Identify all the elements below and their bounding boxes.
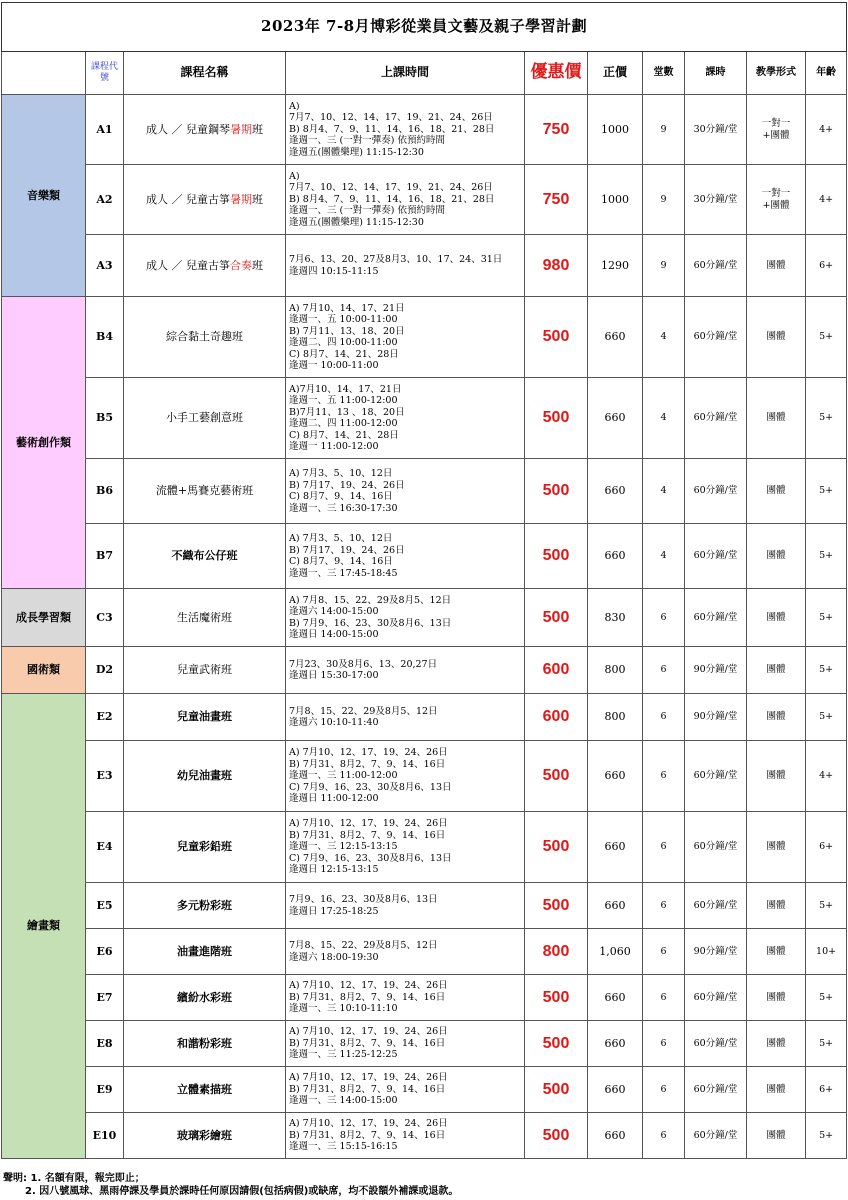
course-name — [124, 95, 286, 165]
course-code: E9 — [86, 1067, 124, 1113]
course-code: A3 — [86, 235, 124, 297]
age-requirement: 5+ — [806, 647, 847, 694]
regular-price: 1290 — [588, 235, 643, 297]
course-name-suffix: 班 — [252, 122, 263, 136]
discount-price: 500 — [525, 524, 588, 589]
session-count: 6 — [643, 647, 685, 694]
regular-price: 660 — [588, 1021, 643, 1067]
schedule-line: 逢週一 11:00-12:00 — [289, 441, 379, 452]
course-name: 立體素描班 — [124, 1067, 286, 1113]
discount-price: 750 — [525, 95, 588, 165]
age-requirement: 10+ — [806, 929, 847, 975]
regular-price: 1000 — [588, 95, 643, 165]
course-name: 玻璃彩繪班 — [124, 1113, 286, 1159]
course-name: 幼兒油畫班 — [124, 741, 286, 812]
session-duration: 60分鐘/堂 — [685, 741, 747, 812]
format-line: 團體 — [766, 550, 786, 562]
session-duration: 90分鐘/堂 — [685, 929, 747, 975]
age-requirement: 5+ — [806, 378, 847, 459]
teaching-format — [747, 1021, 806, 1067]
course-name: 綜合黏土奇趣班 — [124, 297, 286, 378]
schedule-cell — [286, 459, 525, 524]
session-duration: 90分鐘/堂 — [685, 647, 747, 694]
page-title: 2023年 7-8月博彩從業員文藝及親子學習計劃 — [2, 3, 847, 52]
schedule-line: 逢週日 14:00-15:00 — [289, 629, 379, 640]
schedule-line: 逢週一、五 10:00-11:00 — [289, 314, 398, 325]
age-requirement: 5+ — [806, 459, 847, 524]
schedule-line: 7月8、15、22、29及8月5、12日 — [289, 940, 438, 951]
course-name: 生活魔術班 — [124, 589, 286, 647]
format-line: +團體 — [762, 199, 790, 211]
session-duration: 60分鐘/堂 — [685, 297, 747, 378]
schedule-line: A) 7月10、12、17、19、24、26日 — [289, 980, 448, 992]
schedule-line: 逢週日 12:15-13:15 — [289, 864, 379, 876]
format-line: 團體 — [766, 1037, 786, 1049]
schedule-line: B) 7月17、19、24、26日 — [289, 544, 405, 556]
schedule-line: B) 7月17、19、24、26日 — [289, 479, 405, 491]
age-requirement: 5+ — [806, 975, 847, 1021]
regular-price: 660 — [588, 459, 643, 524]
format-line: 團體 — [766, 841, 786, 853]
schedule-line: 逢週一、三 11:00-12:00 — [289, 770, 398, 782]
course-name: 和諧粉彩班 — [124, 1021, 286, 1067]
course-name-highlight: 暑期 — [230, 192, 252, 206]
format-line: 團體 — [766, 664, 786, 676]
session-count: 6 — [643, 589, 685, 647]
schedule-line: 逢週五(團體樂理) 11:15-12:30 — [289, 216, 424, 228]
regular-price: 660 — [588, 297, 643, 378]
teaching-format — [747, 929, 806, 975]
session-count: 4 — [643, 378, 685, 459]
schedule-cell — [286, 812, 525, 883]
schedule-line: A) 7月3、5、10、12日 — [289, 533, 393, 544]
format-line: 團體 — [766, 899, 786, 911]
schedule-line: C) 7月9、16、23、30及8月6、13日 — [289, 852, 452, 864]
course-name-highlight: 合奏 — [230, 258, 252, 272]
session-duration: 90分鐘/堂 — [685, 694, 747, 741]
session-duration: 30分鐘/堂 — [685, 165, 747, 235]
discount-price: 600 — [525, 694, 588, 741]
discount-price: 500 — [525, 741, 588, 812]
schedule-line: 逢週一、三 12:15-13:15 — [289, 841, 398, 853]
course-code: B7 — [86, 524, 124, 589]
course-row — [2, 1113, 847, 1159]
schedule-line: 逢週一、三 16:30-17:30 — [289, 502, 398, 514]
category-cell-martial: 國術類 — [2, 647, 86, 694]
teaching-format — [747, 589, 806, 647]
schedule-cell — [286, 378, 525, 459]
session-count: 4 — [643, 297, 685, 378]
schedule-line: C) 8月7、9、14、16日 — [289, 556, 393, 567]
session-duration: 60分鐘/堂 — [685, 589, 747, 647]
schedule-line: 逢週一、三 17:45-18:45 — [289, 567, 398, 579]
schedule-line: B) 7月9、16、23、30及8月6、13日 — [289, 617, 452, 629]
session-duration: 60分鐘/堂 — [685, 378, 747, 459]
schedule-line: C) 8月7、9、14、16日 — [289, 491, 393, 502]
schedule-line: A) 7月10、12、17、19、24、26日 — [289, 818, 448, 830]
schedule-line: 逢週日 17:25-18:25 — [289, 905, 379, 917]
course-row — [2, 459, 847, 524]
session-count: 9 — [643, 95, 685, 165]
teaching-format — [747, 1113, 806, 1159]
session-duration: 60分鐘/堂 — [685, 1113, 747, 1159]
course-name-highlight: 暑期 — [230, 122, 252, 136]
course-code: E8 — [86, 1021, 124, 1067]
regular-price: 660 — [588, 812, 643, 883]
schedule-line: 逢週五(團體樂理) 11:15-12:30 — [289, 146, 424, 158]
schedule-line: 7月23、30及8月6、13、20,27日 — [289, 658, 438, 670]
discount-price: 500 — [525, 883, 588, 929]
format-line: 一對一 — [761, 188, 791, 199]
session-duration: 60分鐘/堂 — [685, 459, 747, 524]
schedule-line: A)7月10、14、17、21日 — [289, 383, 402, 395]
schedule-cell — [286, 235, 525, 297]
header-regular: 正價 — [588, 52, 643, 95]
schedule-line: 7月8、15、22、29及8月5、12日 — [289, 705, 438, 717]
header-row — [2, 52, 847, 95]
schedule-line: 逢週二、四 10:00-11:00 — [289, 337, 398, 348]
course-name: 多元粉彩班 — [124, 883, 286, 929]
course-row — [2, 1067, 847, 1113]
course-code: E10 — [86, 1113, 124, 1159]
session-count: 6 — [643, 1067, 685, 1113]
age-requirement: 4+ — [806, 741, 847, 812]
schedule-line: 逢週日 15:30-17:00 — [289, 670, 379, 681]
schedule-line: C) 8月7、14、21、28日 — [289, 348, 399, 360]
schedule-line: 逢週六 10:10-11:40 — [289, 717, 379, 728]
course-name: 油畫進階班 — [124, 929, 286, 975]
age-requirement: 5+ — [806, 883, 847, 929]
teaching-format — [747, 741, 806, 812]
format-line: 團體 — [766, 1129, 786, 1141]
schedule-line: A) 7月3、5、10、12日 — [289, 468, 393, 479]
schedule-line: 7月7、10、12、14、17、19、21、24、26日 — [289, 112, 493, 124]
course-code: B5 — [86, 378, 124, 459]
teaching-format — [747, 975, 806, 1021]
course-row — [2, 741, 847, 812]
age-requirement: 4+ — [806, 95, 847, 165]
course-name: 流體+馬賽克藝術班 — [124, 459, 286, 524]
discount-price: 800 — [525, 929, 588, 975]
course-code: A2 — [86, 165, 124, 235]
format-line: +團體 — [762, 129, 790, 141]
discount-price: 500 — [525, 297, 588, 378]
session-duration: 60分鐘/堂 — [685, 1067, 747, 1113]
schedule-line: 逢週六 18:00-19:30 — [289, 951, 379, 963]
regular-price: 660 — [588, 1113, 643, 1159]
schedule-line: C) 7月9、16、23、30及8月6、13日 — [289, 781, 452, 793]
schedule-line: B)7月11、13 、18、20日 — [289, 406, 405, 418]
course-row — [2, 694, 847, 741]
header-time: 上課時間 — [286, 52, 525, 95]
schedule-cell — [286, 1113, 525, 1159]
schedule-line: B) 7月31、8月2、7、9、14、16日 — [289, 758, 446, 770]
schedule-cell — [286, 694, 525, 741]
schedule-cell — [286, 95, 525, 165]
course-name: 兒童武術班 — [124, 647, 286, 694]
schedule-cell — [286, 165, 525, 235]
note-line-1: 聲明: 1. 名額有限，報完即止； — [3, 1173, 145, 1184]
schedule-cell — [286, 647, 525, 694]
course-row — [2, 297, 847, 378]
schedule-line: A) — [289, 100, 300, 112]
course-code: B4 — [86, 297, 124, 378]
discount-price: 500 — [525, 812, 588, 883]
course-name: 不織布公仔班 — [124, 524, 286, 589]
disclaimer-notes — [3, 1172, 458, 1198]
format-line: 團體 — [766, 711, 786, 723]
schedule-cell — [286, 975, 525, 1021]
age-requirement: 5+ — [806, 1113, 847, 1159]
discount-price: 500 — [525, 378, 588, 459]
regular-price: 830 — [588, 589, 643, 647]
age-requirement: 6+ — [806, 235, 847, 297]
course-name-prefix: 成人 ／ 兒童鋼琴 — [146, 122, 230, 136]
course-code: A1 — [86, 95, 124, 165]
schedule-line: A) 7月10、12、17、19、24、26日 — [289, 1026, 448, 1038]
session-count: 6 — [643, 929, 685, 975]
course-name-prefix: 成人 ／ 兒童古箏 — [146, 258, 230, 272]
course-code: D2 — [86, 647, 124, 694]
session-count: 4 — [643, 459, 685, 524]
course-code: E6 — [86, 929, 124, 975]
course-row — [2, 883, 847, 929]
format-line: 團體 — [766, 611, 786, 623]
schedule-cell — [286, 524, 525, 589]
age-requirement: 6+ — [806, 812, 847, 883]
teaching-format — [747, 883, 806, 929]
header-discount: 優惠價 — [525, 52, 588, 95]
schedule-line: 7月9、16、23、30及8月6、13日 — [289, 894, 438, 905]
course-code: E3 — [86, 741, 124, 812]
course-row — [2, 165, 847, 235]
format-line: 團體 — [766, 259, 786, 271]
course-code: C3 — [86, 589, 124, 647]
schedule-line: 逢週六 14:00-15:00 — [289, 606, 379, 617]
schedule-line: 逢週一、三 14:00-15:00 — [289, 1095, 398, 1107]
session-duration: 30分鐘/堂 — [685, 95, 747, 165]
regular-price: 660 — [588, 1067, 643, 1113]
course-row — [2, 378, 847, 459]
schedule-document — [1, 2, 846, 1159]
schedule-line: 7月7、10、12、14、17、19、21、24、26日 — [289, 182, 493, 194]
discount-price: 500 — [525, 459, 588, 524]
schedule-line: B) 7月31、8月2、7、9、14、16日 — [289, 829, 446, 841]
schedule-line: A) 7月10、12、17、19、24、26日 — [289, 747, 448, 759]
schedule-line: 逢週一、三 11:25-12:25 — [289, 1049, 398, 1061]
schedule-line: B) 8月4、7、9、11、14、16、18、21、28日 — [289, 193, 495, 205]
schedule-cell — [286, 589, 525, 647]
session-duration: 60分鐘/堂 — [685, 883, 747, 929]
regular-price: 660 — [588, 975, 643, 1021]
course-name — [124, 235, 286, 297]
discount-price: 500 — [525, 1021, 588, 1067]
category-cell-music: 音樂類 — [2, 95, 86, 297]
header-code: 課程代號 — [86, 52, 124, 95]
schedule-line: B) 7月31、8月2、7、9、14、16日 — [289, 1129, 446, 1141]
course-code: E4 — [86, 812, 124, 883]
session-count: 6 — [643, 812, 685, 883]
format-line: 團體 — [766, 1083, 786, 1095]
schedule-line: A) 7月10、12、17、19、24、26日 — [289, 1072, 448, 1084]
schedule-line: A) 7月10、14、17、21日 — [289, 302, 405, 314]
teaching-format — [747, 95, 806, 165]
schedule-cell — [286, 883, 525, 929]
schedule-line: 逢週一、五 11:00-12:00 — [289, 395, 398, 406]
course-code: B6 — [86, 459, 124, 524]
category-cell-growth: 成長學習類 — [2, 589, 86, 647]
schedule-cell — [286, 741, 525, 812]
age-requirement: 4+ — [806, 165, 847, 235]
teaching-format — [747, 694, 806, 741]
format-line: 團體 — [766, 770, 786, 782]
discount-price: 600 — [525, 647, 588, 694]
teaching-format — [747, 1067, 806, 1113]
schedule-line: B) 7月31、8月2、7、9、14、16日 — [289, 1037, 446, 1049]
schedule-cell — [286, 297, 525, 378]
regular-price: 660 — [588, 378, 643, 459]
teaching-format — [747, 235, 806, 297]
regular-price: 660 — [588, 883, 643, 929]
regular-price: 660 — [588, 741, 643, 812]
session-count: 9 — [643, 235, 685, 297]
note-line-2: 2. 因八號風球、黑雨停課及學員於課時任何原因請假(包括病假)或缺席，均不設額外補課或退款。 — [25, 1186, 459, 1197]
teaching-format — [747, 524, 806, 589]
schedule-line: 逢週二、四 11:00-12:00 — [289, 418, 398, 429]
session-duration: 60分鐘/堂 — [685, 812, 747, 883]
schedule-cell — [286, 1021, 525, 1067]
teaching-format — [747, 165, 806, 235]
teaching-format — [747, 812, 806, 883]
age-requirement: 5+ — [806, 1021, 847, 1067]
regular-price: 800 — [588, 647, 643, 694]
course-table — [1, 2, 847, 1159]
session-count: 6 — [643, 694, 685, 741]
course-row — [2, 647, 847, 694]
schedule-cell — [286, 929, 525, 975]
format-line: 團體 — [766, 945, 786, 957]
schedule-line: 7月6、13、20、27及8月3、10、17、24、31日 — [289, 254, 503, 265]
teaching-format — [747, 297, 806, 378]
format-line: 團體 — [766, 991, 786, 1003]
discount-price: 980 — [525, 235, 588, 297]
age-requirement: 5+ — [806, 524, 847, 589]
header-format: 教學形式 — [747, 52, 806, 95]
course-row — [2, 235, 847, 297]
schedule-line: 逢週一、三 15:15-16:15 — [289, 1141, 398, 1153]
session-count: 6 — [643, 741, 685, 812]
header-age: 年齡 — [806, 52, 847, 95]
session-count: 6 — [643, 1113, 685, 1159]
course-row — [2, 589, 847, 647]
session-duration: 60分鐘/堂 — [685, 975, 747, 1021]
regular-price: 800 — [588, 694, 643, 741]
course-name-suffix: 班 — [252, 258, 263, 272]
discount-price: 500 — [525, 589, 588, 647]
session-count: 6 — [643, 883, 685, 929]
course-code: E5 — [86, 883, 124, 929]
course-row — [2, 524, 847, 589]
discount-price: 500 — [525, 1113, 588, 1159]
format-line: 團體 — [766, 412, 786, 424]
category-cell-painting: 繪畫類 — [2, 694, 86, 1159]
course-row — [2, 1021, 847, 1067]
course-name-suffix: 班 — [252, 192, 263, 206]
teaching-format — [747, 459, 806, 524]
age-requirement: 6+ — [806, 1067, 847, 1113]
header-category — [2, 52, 86, 95]
schedule-line: 逢週一、三 10:10-11:10 — [289, 1003, 398, 1015]
course-name: 繽紛水彩班 — [124, 975, 286, 1021]
course-row — [2, 929, 847, 975]
age-requirement: 5+ — [806, 694, 847, 741]
schedule-line: 逢週日 11:00-12:00 — [289, 793, 379, 805]
format-line: 一對一 — [761, 118, 791, 129]
age-requirement: 5+ — [806, 589, 847, 647]
schedule-line: A) — [289, 170, 300, 182]
course-code: E7 — [86, 975, 124, 1021]
course-row — [2, 812, 847, 883]
course-row — [2, 975, 847, 1021]
schedule-cell — [286, 1067, 525, 1113]
format-line: 團體 — [766, 485, 786, 497]
schedule-line: A) 7月8、15、22、29及8月5、12日 — [289, 594, 452, 606]
schedule-line: B) 7月31、8月2、7、9、14、16日 — [289, 1083, 446, 1095]
session-duration: 60分鐘/堂 — [685, 1021, 747, 1067]
schedule-line: 逢週一 10:00-11:00 — [289, 360, 379, 371]
category-cell-art: 藝術創作類 — [2, 297, 86, 589]
teaching-format — [747, 647, 806, 694]
discount-price: 500 — [525, 975, 588, 1021]
schedule-line: B) 7月31、8月2、7、9、14、16日 — [289, 991, 446, 1003]
schedule-line: C) 8月7、14、21、28日 — [289, 429, 399, 441]
regular-price: 1000 — [588, 165, 643, 235]
course-code: E2 — [86, 694, 124, 741]
session-count: 9 — [643, 165, 685, 235]
regular-price: 660 — [588, 524, 643, 589]
course-name: 兒童油畫班 — [124, 694, 286, 741]
header-duration: 課時 — [685, 52, 747, 95]
format-line: 團體 — [766, 331, 786, 343]
regular-price: 1,060 — [588, 929, 643, 975]
header-name: 課程名稱 — [124, 52, 286, 95]
schedule-line: B) 8月4、7、9、11、14、16、18、21、28日 — [289, 123, 495, 135]
session-duration: 60分鐘/堂 — [685, 524, 747, 589]
schedule-line: B) 7月11、13、18、20日 — [289, 325, 405, 337]
schedule-line: A) 7月10、12、17、19、24、26日 — [289, 1118, 448, 1130]
schedule-line: 逢週四 10:15-11:15 — [289, 265, 379, 277]
course-name-prefix: 成人 ／ 兒童古箏 — [146, 192, 230, 206]
teaching-format — [747, 378, 806, 459]
discount-price: 500 — [525, 1067, 588, 1113]
age-requirement: 5+ — [806, 297, 847, 378]
schedule-line: 逢週一、三 (一對一彈奏) 依預約時間 — [289, 205, 445, 217]
schedule-line: 逢週一、三 (一對一彈奏) 依預約時間 — [289, 135, 445, 147]
course-row — [2, 95, 847, 165]
course-name: 小手工藝創意班 — [124, 378, 286, 459]
session-count: 6 — [643, 975, 685, 1021]
session-count: 6 — [643, 1021, 685, 1067]
session-duration: 60分鐘/堂 — [685, 235, 747, 297]
course-name — [124, 165, 286, 235]
session-count: 4 — [643, 524, 685, 589]
course-name: 兒童彩鉛班 — [124, 812, 286, 883]
discount-price: 750 — [525, 165, 588, 235]
header-sessions: 堂數 — [643, 52, 685, 95]
